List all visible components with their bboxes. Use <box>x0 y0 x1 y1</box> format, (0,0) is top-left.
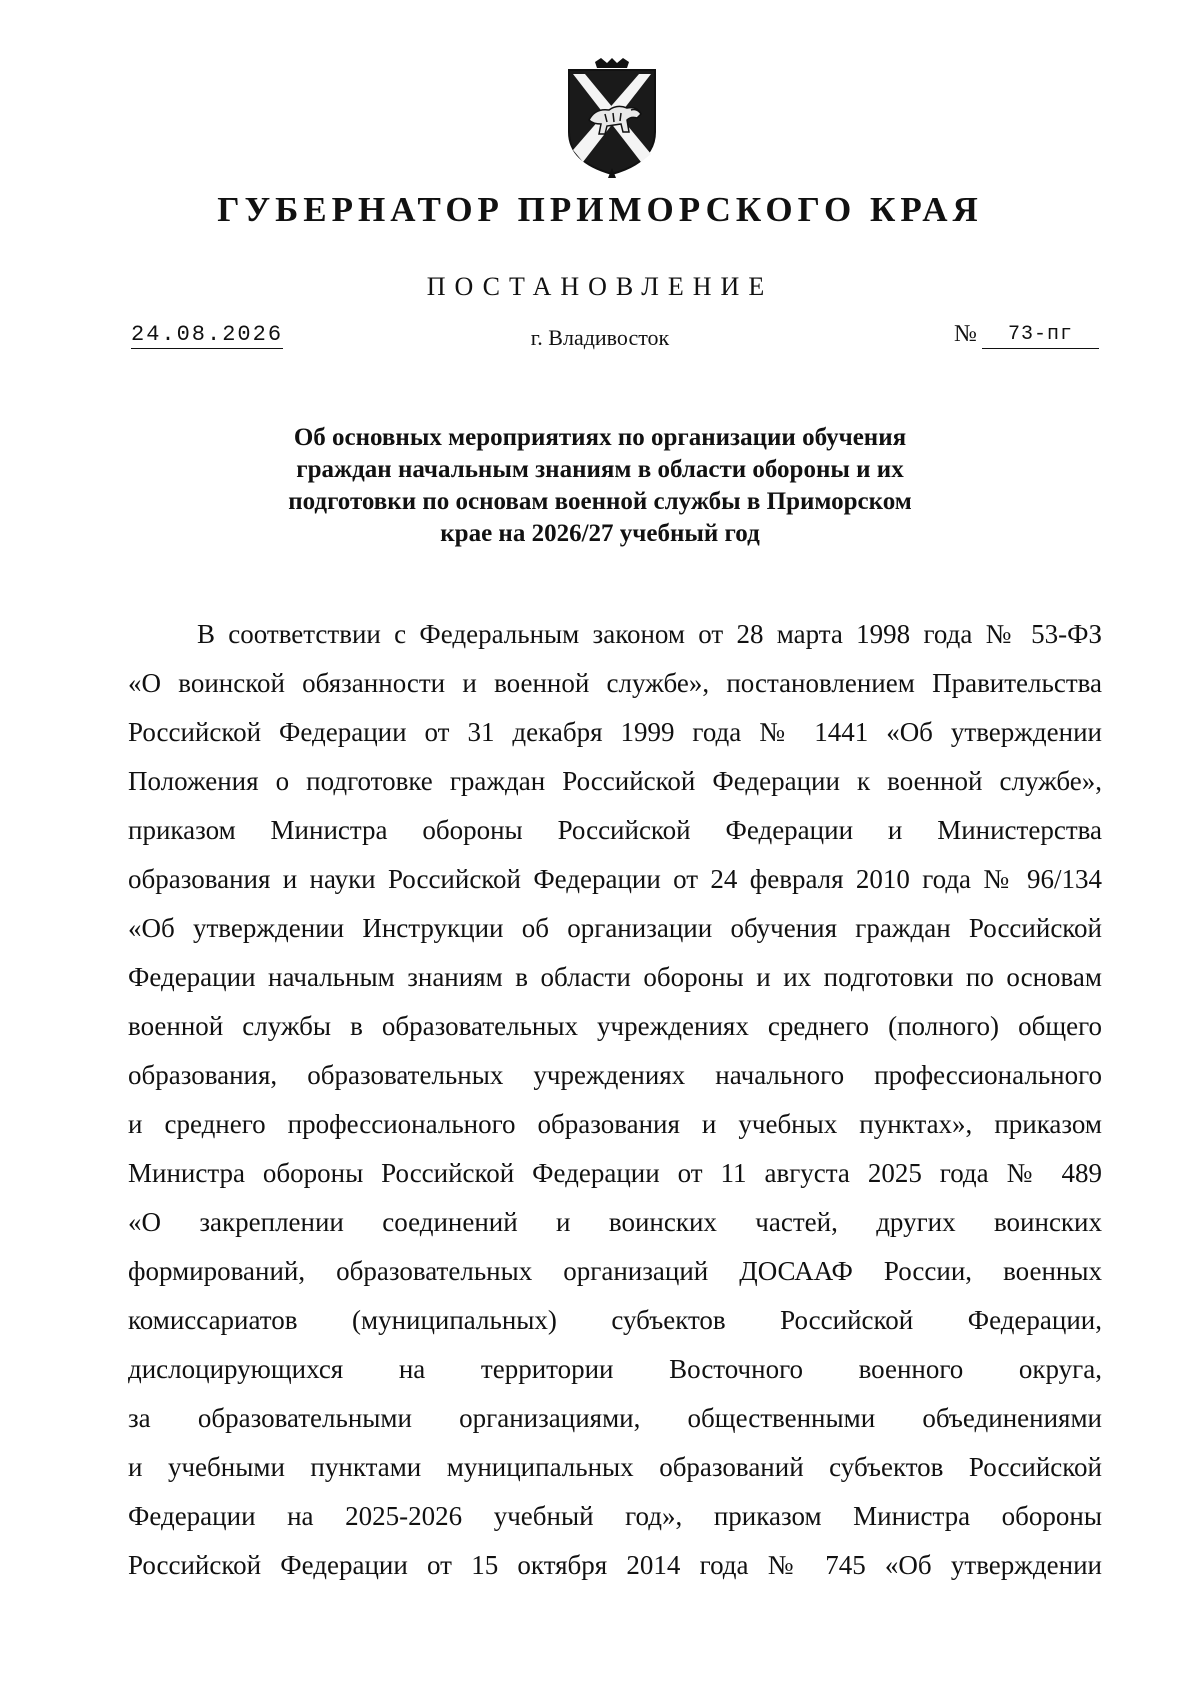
body-line: Министра обороны Российской Федерации от 11 августа 2025 года № 489 <box>128 1158 1102 1188</box>
subject-line: подготовки по основам военной службы в Приморском <box>288 488 912 515</box>
body-line: и среднего профессионального образования и учебных пунктах», приказом <box>128 1109 1102 1139</box>
document-body <box>128 610 1102 1590</box>
body-line: формирований, образовательных организаций ДОСААФ России, военных <box>128 1256 1102 1286</box>
document-number: 73-пг <box>982 322 1099 349</box>
body-line: образования, образовательных учреждениях начального профессионального <box>128 1060 1102 1090</box>
body-line: Российской Федерации от 31 декабря 1999 года № 1441 «Об утверждении <box>128 717 1102 747</box>
document-date: 24.08.2026 <box>131 322 284 347</box>
body-line: военной службы в образовательных учреждениях среднего (полного) общего <box>128 1011 1102 1041</box>
body-line: Федерации на 2025-2026 учебный год», приказом Министра обороны <box>128 1501 1102 1531</box>
body-line: Российской Федерации от 15 октября 2014 года № 745 «Об утверждении <box>128 1550 1102 1580</box>
org-title: ГУБЕРНАТОР ПРИМОРСКОГО КРАЯ <box>217 190 983 229</box>
body-line: комиссариатов (муниципальных) субъектов Российской Федерации, <box>128 1305 1102 1335</box>
body-line: «Об утверждении Инструкции об организации обучения граждан Российской <box>128 913 1102 943</box>
number-sign: № <box>954 321 977 347</box>
body-line: образования и науки Российской Федерации от 24 февраля 2010 года № 96/134 <box>128 864 1102 894</box>
body-line: дислоцирующихся на территории Восточного военного округа, <box>128 1354 1102 1384</box>
body-line: Положения о подготовке граждан Российской Федерации к военной службе», <box>128 766 1102 796</box>
body-line: В соответствии с Федеральным законом от 28 марта 1998 года № 53-ФЗ <box>197 619 1102 649</box>
body-line: «О воинской обязанности и военной службе», постановлением Правительства <box>128 668 1102 698</box>
body-line: за образовательными организациями, общественными объединениями <box>128 1403 1102 1433</box>
body-line: «О закреплении соединений и воинских частей, других воинских <box>128 1207 1102 1237</box>
document-type: ПОСТАНОВЛЕНИЕ <box>426 272 774 301</box>
body-line: приказом Министра обороны Российской Федерации и Министерства <box>128 815 1102 845</box>
document-city: г. Владивосток <box>530 325 670 350</box>
subject-line: крае на 2026/27 учебный год <box>440 520 760 547</box>
body-line: и учебными пунктами муниципальных образований субъектов Российской <box>128 1452 1102 1482</box>
body-line: Федерации начальным знаниям в области обороны и их подготовки по основам <box>128 962 1102 992</box>
coat-of-arms-icon <box>561 58 663 178</box>
subject-line: граждан начальным знаниям в области обороны и их <box>296 456 904 483</box>
subject-line: Об основных мероприятиях по организации обучения <box>293 424 907 451</box>
document-subject <box>0 422 1200 550</box>
